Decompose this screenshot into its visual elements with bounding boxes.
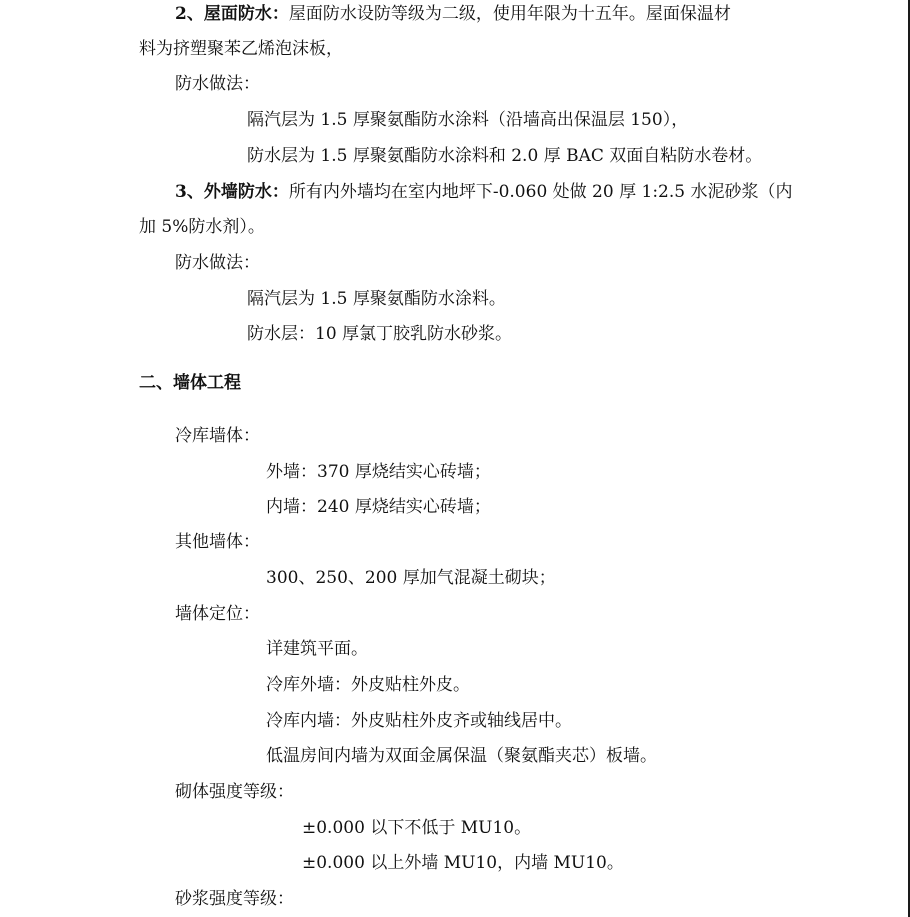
masonry-strength-below: ±0.000 以下不低于 MU10。 — [302, 818, 532, 838]
other-wall-label: 其他墙体： — [175, 532, 260, 552]
wall-position-item-plan: 详建筑平面。 — [266, 639, 368, 659]
cold-storage-exterior-wall: 外墙：370 厚烧结实心砖墙； — [266, 462, 491, 482]
roof-body-line2: 料为挤塑聚苯乙烯泡沫板， — [139, 39, 343, 59]
masonry-strength-label: 砌体强度等级： — [175, 782, 294, 802]
wall-position-item-exterior: 冷库外墙：外皮贴柱外皮。 — [266, 675, 470, 695]
roof-item-vapor-barrier: 隔汽层为 1.5 厚聚氨酯防水涂料（沿墙高出保温层 150）， — [247, 110, 689, 130]
roof-section-number: 2、 — [175, 4, 204, 24]
roof-method-label: 防水做法： — [175, 74, 260, 94]
wall-waterproof-paragraph — [175, 181, 793, 203]
wall-engineering-heading: 二、墙体工程 — [139, 373, 241, 393]
wall-waterproof-body-line2: 加 5%防水剂）。 — [139, 217, 265, 237]
wall-waterproof-item-waterproof-layer: 防水层：10 厚氯丁胶乳防水砂浆。 — [247, 324, 513, 344]
cold-storage-wall-label: 冷库墙体： — [175, 426, 260, 446]
mortar-strength-label: 砂浆强度等级： — [175, 889, 294, 909]
wall-waterproof-title: 外墙防水： — [203, 182, 289, 202]
wall-position-label: 墙体定位： — [175, 604, 260, 624]
wall-waterproof-number: 3、 — [175, 182, 204, 202]
wall-position-item-interior: 冷库内墙：外皮贴柱外皮齐或轴线居中。 — [266, 711, 572, 731]
wall-position-item-low-temp: 低温房间内墙为双面金属保温（聚氨酯夹芯）板墙。 — [266, 746, 657, 766]
roof-waterproof-paragraph — [175, 3, 731, 25]
roof-item-waterproof-layer: 防水层为 1.5 厚聚氨酯防水涂料和 2.0 厚 BAC 双面自粘防水卷材。 — [247, 146, 763, 166]
wall-waterproof-item-vapor-barrier: 隔汽层为 1.5 厚聚氨酯防水涂料。 — [247, 289, 506, 309]
roof-body-line1: 屋面防水设防等级为二级，使用年限为十五年。屋面保温材 — [288, 4, 731, 24]
masonry-strength-above: ±0.000 以上外墙 MU10，内墙 MU10。 — [302, 853, 624, 873]
other-wall-item: 300、250、200 厚加气混凝土砌块； — [266, 568, 556, 588]
wall-waterproof-body-line1: 所有内外墙均在室内地坪下-0.060 处做 20 厚 1:2.5 水泥砂浆（内 — [288, 182, 793, 202]
wall-waterproof-method-label: 防水做法： — [175, 253, 260, 273]
cold-storage-interior-wall: 内墙：240 厚烧结实心砖墙； — [266, 497, 491, 517]
roof-section-title: 屋面防水： — [203, 4, 289, 24]
